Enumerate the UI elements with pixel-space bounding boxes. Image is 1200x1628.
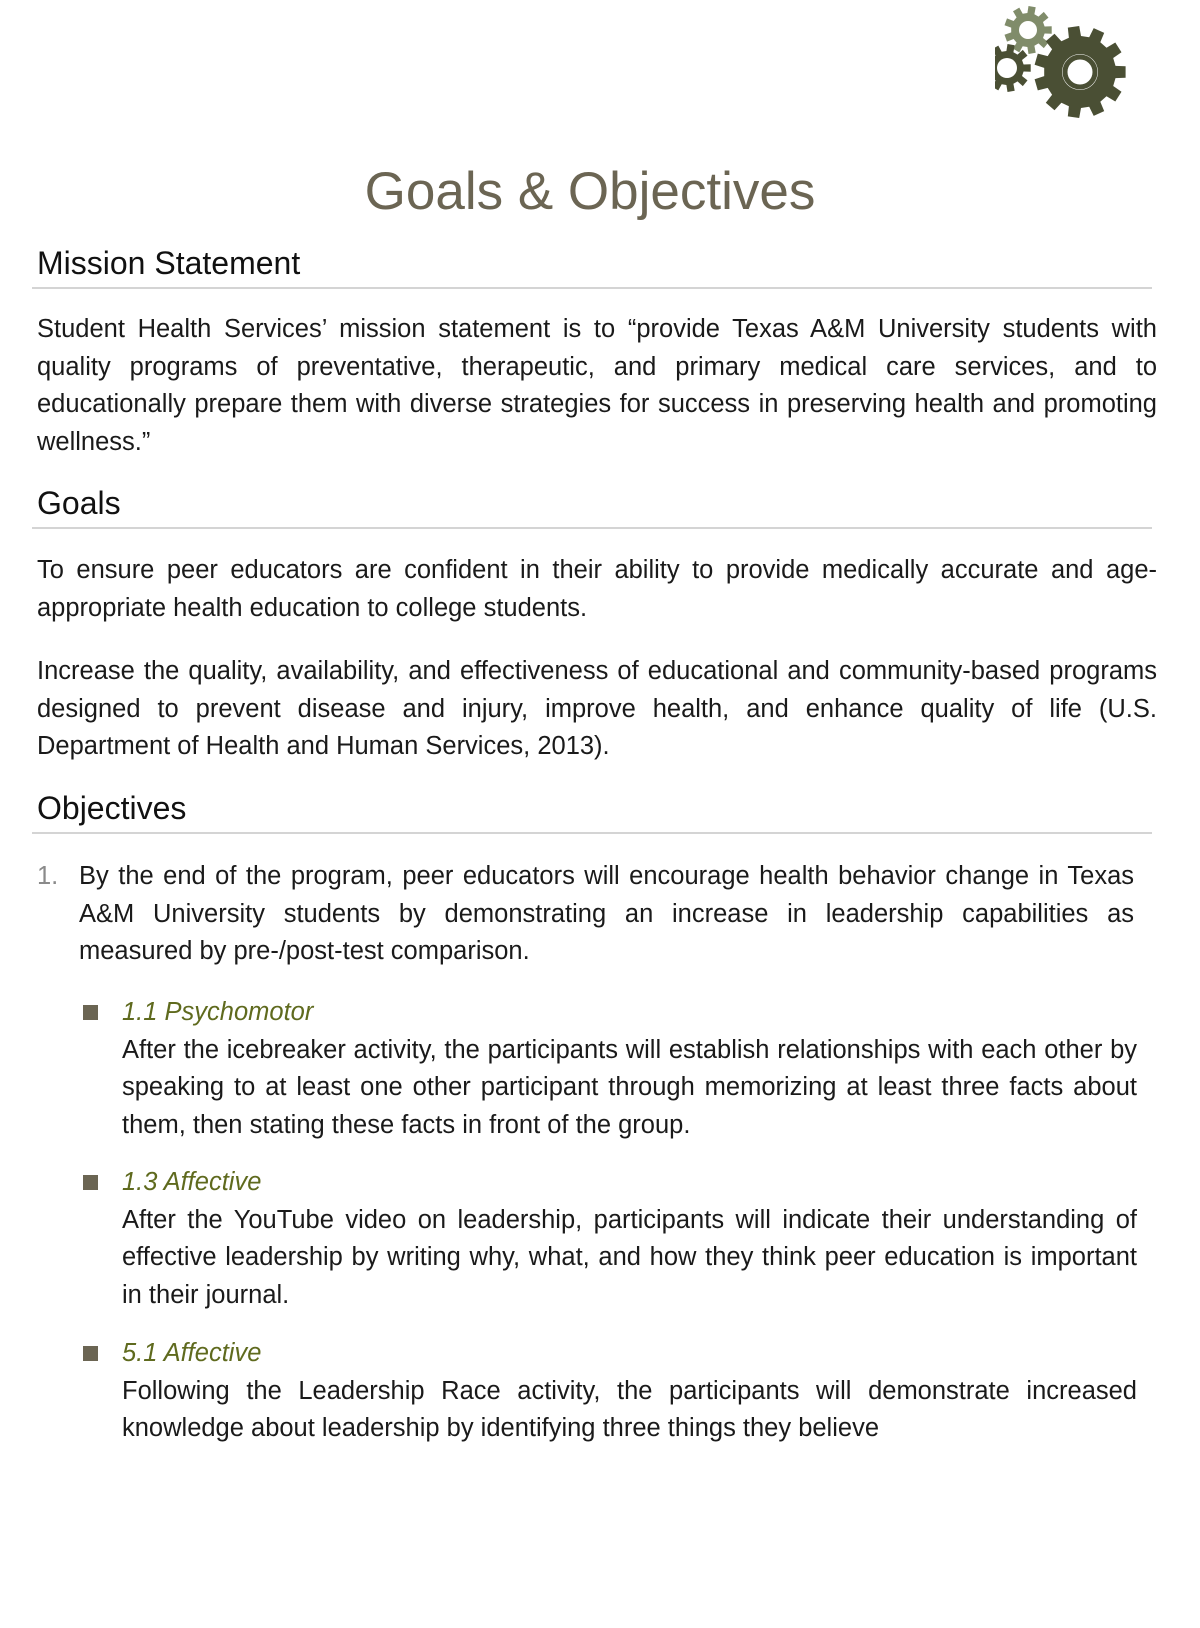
goal-paragraph-2: Increase the quality, availability, and effectiveness of educational and community-based programs designed to prevent disease and injury, improve health, and enhance quality of life (U.S. Department of Health and Human Services, 2013). (37, 657, 1157, 760)
square-bullet-icon (83, 1005, 98, 1020)
goal-paragraph-1: To ensure peer educators are confident in their ability to provide medically accurate and age-appropriate health education to college students. (37, 556, 1157, 622)
gear-hole (997, 58, 1017, 78)
sub-objective-title: 1.3 Affective (122, 1168, 262, 1196)
sub-objective-title: 1.1 Psychomotor (122, 998, 314, 1026)
objective-text: By the end of the program, peer educators will encourage health behavior change in Texas A&M University students by demonstrating an increase in leadership capabilities as measured by pre-/post-test comparison. (79, 862, 1134, 965)
mission-text: Student Health Services’ mission statement is to “provide Texas A&M University students with quality programs of preventative, therapeutic, and primary medical care services, and to educationally prepare them with diverse strategies for success in preserving health and promoting wellness.” (37, 315, 1157, 456)
mission-divider (32, 287, 1152, 289)
sub-objective-text: After the icebreaker activity, the participants will establish relationships with each other by speaking to at least one other participant through memorizing at least three facts about them, then stating these facts in front of the group. (122, 1035, 1137, 1139)
page-title: Goals & Objectives (364, 162, 816, 221)
goals-heading: Goals (37, 485, 121, 521)
goals-divider (32, 527, 1152, 529)
objectives-heading: Objectives (37, 790, 187, 826)
square-bullet-icon (83, 1175, 98, 1190)
objective-number: 1. (37, 862, 59, 890)
gears-icon (995, 0, 1175, 125)
square-bullet-icon (83, 1346, 98, 1361)
objectives-divider (32, 832, 1152, 834)
sub-objective-title: 5.1 Affective (122, 1339, 262, 1367)
sub-objective-text: After the YouTube video on leadership, participants will indicate their understanding of effective leadership by writing why, what, and how they think peer education is important in their journal. (122, 1205, 1137, 1309)
mission-heading: Mission Statement (37, 245, 301, 281)
gear-hole (1019, 21, 1037, 39)
sub-objective-text: Following the Leadership Race activity, the participants will demonstrate increased knowledge about leadership by identifying three things they believe (122, 1376, 1137, 1442)
